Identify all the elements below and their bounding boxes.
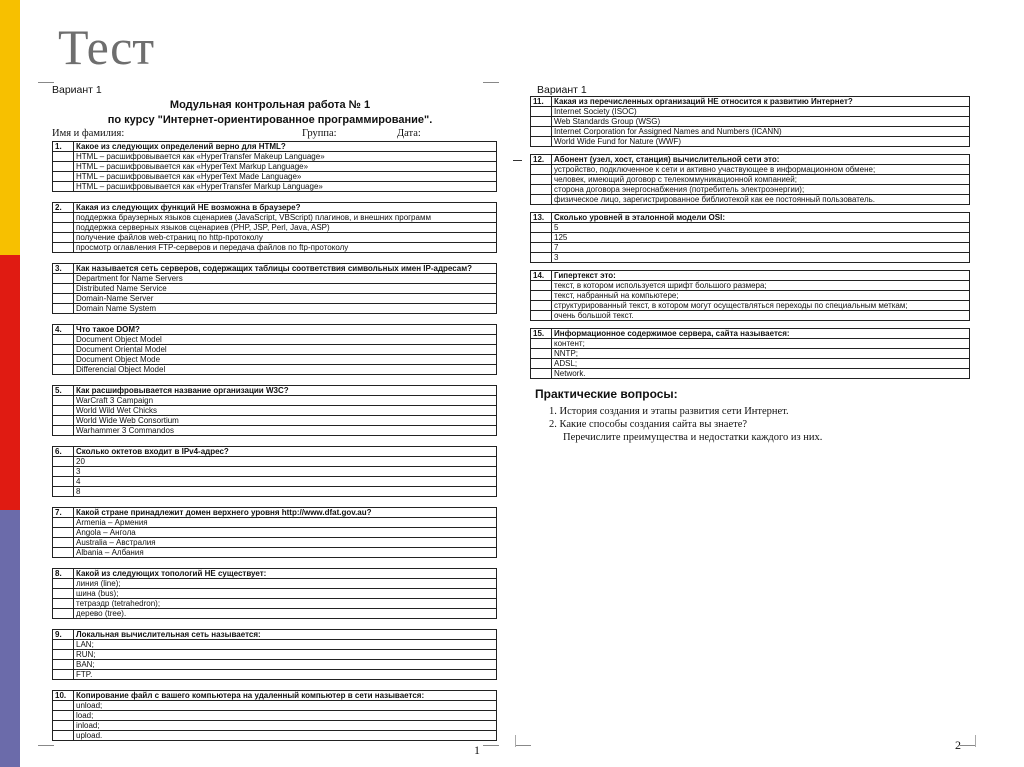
option-checkbox-cell[interactable]	[531, 165, 552, 175]
answer-option: человек, имеющий договор с телекоммуникационной компанией;	[552, 175, 970, 185]
option-checkbox-cell[interactable]	[531, 369, 552, 379]
accent-stripe-blue	[0, 510, 20, 767]
answer-option: LAN;	[74, 640, 497, 650]
option-checkbox-cell[interactable]	[531, 301, 552, 311]
answer-option: Albania – Албания	[74, 548, 497, 558]
question-number: 7.	[53, 508, 74, 518]
answer-option: Domain Name System	[74, 304, 497, 314]
work-title-line1: Модульная контрольная работа № 1	[169, 99, 371, 111]
answer-option: Department for Name Servers	[74, 274, 497, 284]
question-table	[530, 270, 970, 321]
work-title-line2: по курсу "Интернет-ориентированное программирование".	[107, 114, 433, 126]
answer-option: BAN;	[74, 660, 497, 670]
answer-option: шина (bus);	[74, 589, 497, 599]
answer-option: 4	[74, 477, 497, 487]
answer-option: World Wide Web Consortium	[74, 416, 497, 426]
question-text: Гипертекст это:	[552, 271, 970, 281]
date-label: Дата:	[397, 128, 421, 139]
option-checkbox-cell[interactable]	[53, 650, 74, 660]
question-number: 6.	[53, 447, 74, 457]
question-number: 2.	[53, 203, 74, 213]
question-text: Какая из следующих функций НЕ возможна в браузере?	[74, 203, 497, 213]
option-checkbox-cell[interactable]	[531, 185, 552, 195]
option-checkbox-cell[interactable]	[53, 284, 74, 294]
answer-option: Document Object Model	[74, 335, 497, 345]
answer-option: World Wild Wet Chicks	[74, 406, 497, 416]
option-checkbox-cell[interactable]	[53, 660, 74, 670]
scan-mark	[515, 745, 531, 746]
question-table	[52, 202, 497, 253]
answer-option: upload.	[74, 731, 497, 741]
option-checkbox-cell[interactable]	[531, 117, 552, 127]
option-checkbox-cell[interactable]	[531, 175, 552, 185]
option-checkbox-cell[interactable]	[53, 467, 74, 477]
answer-option: линия (line);	[74, 579, 497, 589]
answer-option: поддержка серверных языков сценариев (PHP, JSP, Perl, Java, ASP)	[74, 223, 497, 233]
answer-option: Warhammer 3 Commandos	[74, 426, 497, 436]
question-text: Как называется сеть серверов, содержащих таблицы соответствия символьных имен IP-адресам?	[74, 264, 497, 274]
question-table	[52, 629, 497, 680]
question-number: 14.	[531, 271, 552, 281]
question-number: 12.	[531, 155, 552, 165]
option-checkbox-cell[interactable]	[53, 335, 74, 345]
question-number: 5.	[53, 386, 74, 396]
answer-option: устройство, подключенное к сети и активно участвующее в информационном обмене;	[552, 165, 970, 175]
question-number: 11.	[531, 97, 552, 107]
option-checkbox-cell[interactable]	[53, 721, 74, 731]
test-page-2	[527, 80, 977, 444]
option-checkbox-cell[interactable]	[53, 355, 74, 365]
question-table	[52, 263, 497, 314]
scan-mark	[483, 745, 499, 746]
answer-option: дерево (tree).	[74, 609, 497, 619]
option-checkbox-cell[interactable]	[531, 339, 552, 349]
answer-option: 3	[74, 467, 497, 477]
question-number: 10.	[53, 691, 74, 701]
option-checkbox-cell[interactable]	[53, 579, 74, 589]
practical-item	[549, 405, 977, 418]
option-checkbox-cell[interactable]	[53, 731, 74, 741]
option-checkbox-cell[interactable]	[531, 127, 552, 137]
question-text: Сколько октетов входит в IPv4-адрес?	[74, 447, 497, 457]
option-checkbox-cell[interactable]	[53, 711, 74, 721]
question-table	[530, 154, 970, 205]
question-table	[52, 446, 497, 497]
option-checkbox-cell[interactable]	[531, 223, 552, 233]
answer-option: Internet Corporation for Assigned Names and Numbers (ICANN)	[552, 127, 970, 137]
option-checkbox-cell[interactable]	[53, 213, 74, 223]
page-number-1: 1	[474, 743, 480, 757]
question-number: 13.	[531, 213, 552, 223]
option-checkbox-cell[interactable]	[53, 162, 74, 172]
answer-option: Document Oriental Model	[74, 345, 497, 355]
answer-option: Internet Society (ISOC)	[552, 107, 970, 117]
answer-option: HTML – расшифровывается как «HyperTransfer Markup Language»	[74, 182, 497, 192]
question-number: 9.	[53, 630, 74, 640]
question-text: Какая из перечисленных организаций НЕ относится к развитию Интернет?	[552, 97, 970, 107]
question-table	[530, 96, 970, 147]
option-checkbox-cell[interactable]	[53, 294, 74, 304]
question-text: Копирование файл с вашего компьютера на удаленный компьютер в сети называется:	[74, 691, 497, 701]
question-number: 3.	[53, 264, 74, 274]
answer-option: Domain-Name Server	[74, 294, 497, 304]
option-checkbox-cell[interactable]	[531, 359, 552, 369]
answer-option: 125	[552, 233, 970, 243]
question-table	[530, 212, 970, 263]
option-checkbox-cell[interactable]	[53, 538, 74, 548]
answer-option: HTML – расшифровывается как «HyperText Made Language»	[74, 172, 497, 182]
scan-mark	[515, 735, 516, 747]
answer-option: unload;	[74, 701, 497, 711]
answer-option: World Wide Fund for Nature (WWF)	[552, 137, 970, 147]
option-checkbox-cell[interactable]	[53, 518, 74, 528]
option-checkbox-cell[interactable]	[531, 107, 552, 117]
answer-option: 8	[74, 487, 497, 497]
option-checkbox-cell[interactable]	[531, 233, 552, 243]
practical-item-text: История создания и этапы развития сети Интернет.	[559, 406, 789, 417]
answer-option: WarCraft 3 Campaign	[74, 396, 497, 406]
option-checkbox-cell[interactable]	[53, 365, 74, 375]
question-table	[52, 141, 497, 192]
question-table	[52, 690, 497, 741]
answer-option: FTP.	[74, 670, 497, 680]
option-checkbox-cell[interactable]	[53, 670, 74, 680]
option-checkbox-cell[interactable]	[531, 137, 552, 147]
practical-list	[549, 405, 977, 444]
option-checkbox-cell[interactable]	[53, 589, 74, 599]
option-checkbox-cell[interactable]	[531, 311, 552, 321]
question-text: Что такое DOM?	[74, 325, 497, 335]
question-text: Какое из следующих определений верно для HTML?	[74, 142, 497, 152]
answer-option: load;	[74, 711, 497, 721]
option-checkbox-cell[interactable]	[53, 477, 74, 487]
question-text: Информационное содержимое сервера, сайта называется:	[552, 329, 970, 339]
answer-option: 5	[552, 223, 970, 233]
scan-mark	[513, 160, 522, 161]
option-checkbox-cell[interactable]	[53, 223, 74, 233]
answer-option: HTML – расшифровывается как «HyperText Markup Language»	[74, 162, 497, 172]
option-checkbox-cell[interactable]	[53, 640, 74, 650]
answer-option: 7	[552, 243, 970, 253]
option-checkbox-cell[interactable]	[53, 457, 74, 467]
option-checkbox-cell[interactable]	[53, 182, 74, 192]
scan-mark	[960, 745, 976, 746]
question-text: Какой стране принадлежит домен верхнего уровня http://www.dfat.gov.au?	[74, 508, 497, 518]
option-checkbox-cell[interactable]	[53, 233, 74, 243]
option-checkbox-cell[interactable]	[53, 345, 74, 355]
option-checkbox-cell[interactable]	[53, 426, 74, 436]
option-checkbox-cell[interactable]	[53, 396, 74, 406]
question-table	[52, 385, 497, 436]
option-checkbox-cell[interactable]	[531, 291, 552, 301]
answer-option: 20	[74, 457, 497, 467]
answer-option: физическое лицо, зарегистрированное библиотекой как ее постоянный пользователь.	[552, 195, 970, 205]
answer-option: поддержка браузерных языков сценариев (JavaScript, VBScript) плагинов, и внешних программ	[74, 213, 497, 223]
answer-option: Angola – Ангола	[74, 528, 497, 538]
question-table	[530, 328, 970, 379]
variant-label: Вариант 1	[52, 84, 102, 96]
question-number: 4.	[53, 325, 74, 335]
answer-option: контент;	[552, 339, 970, 349]
question-number: 8.	[53, 569, 74, 579]
option-checkbox-cell[interactable]	[53, 487, 74, 497]
answer-option: NNTP;	[552, 349, 970, 359]
answer-option: HTML – расшифровывается как «HyperTransfer Makeup Language»	[74, 152, 497, 162]
question-list	[40, 141, 500, 741]
question-list	[527, 96, 977, 379]
question-table	[52, 507, 497, 558]
practical-heading: Практические вопросы:	[535, 387, 678, 401]
answer-option: текст, набранный на компьютере;	[552, 291, 970, 301]
answer-option: Armenia – Армения	[74, 518, 497, 528]
option-checkbox-cell[interactable]	[531, 253, 552, 263]
answer-option: ADSL;	[552, 359, 970, 369]
practical-questions	[535, 387, 977, 444]
name-label: Имя и фамилия:	[52, 128, 125, 139]
accent-stripe-red	[0, 255, 20, 510]
answer-option: Distributed Name Service	[74, 284, 497, 294]
practical-item	[549, 418, 977, 431]
answer-option: Document Object Mode	[74, 355, 497, 365]
option-checkbox-cell[interactable]	[531, 281, 552, 291]
answer-option: сторона договора энергоснабжения (потребитель электроэнергии);	[552, 185, 970, 195]
answer-option: структурированный текст, в котором могут осуществляться переходы по специальным меткам;	[552, 301, 970, 311]
option-checkbox-cell[interactable]	[53, 701, 74, 711]
group-label: Группа:	[302, 128, 337, 139]
answer-option: очень большой текст.	[552, 311, 970, 321]
variant-label: Вариант 1	[537, 84, 587, 96]
option-checkbox-cell[interactable]	[531, 243, 552, 253]
question-text: Абонент (узел, хост, станция) вычислительной сети это:	[552, 155, 970, 165]
question-text: Локальная вычислительная сеть называется:	[74, 630, 497, 640]
accent-stripe-yellow	[0, 0, 20, 255]
question-text: Какой из следующих топологий НЕ существует:	[74, 569, 497, 579]
question-text: Сколько уровней в эталонной модели OSI:	[552, 213, 970, 223]
practical-item-num: 1.	[549, 406, 557, 417]
answer-option: Network.	[552, 369, 970, 379]
answer-option: получение файлов web-страниц по http-протоколу	[74, 233, 497, 243]
practical-item-num: 2.	[549, 419, 557, 430]
question-number: 15.	[531, 329, 552, 339]
option-checkbox-cell[interactable]	[531, 349, 552, 359]
answer-option: просмотр оглавления FTP-серверов и передача файлов по ftp-протоколу	[74, 243, 497, 253]
answer-option: тетраэдр (tetrahedron);	[74, 599, 497, 609]
answer-option: Differencial Object Model	[74, 365, 497, 375]
option-checkbox-cell[interactable]	[53, 548, 74, 558]
option-checkbox-cell[interactable]	[531, 195, 552, 205]
student-info-row	[52, 128, 500, 140]
answer-option: Web Standards Group (WSG)	[552, 117, 970, 127]
page-number-2: 2	[955, 738, 961, 752]
practical-item-text: Какие способы создания сайта вы знаете?	[559, 419, 748, 430]
question-table	[52, 324, 497, 375]
option-checkbox-cell[interactable]	[53, 609, 74, 619]
option-checkbox-cell[interactable]	[53, 406, 74, 416]
option-checkbox-cell[interactable]	[53, 274, 74, 284]
option-checkbox-cell[interactable]	[53, 528, 74, 538]
test-page-1	[40, 80, 500, 741]
answer-option: inload;	[74, 721, 497, 731]
option-checkbox-cell[interactable]	[53, 172, 74, 182]
option-checkbox-cell[interactable]	[53, 416, 74, 426]
slide-title: Тест	[58, 19, 155, 75]
practical-continuation: Перечислите преимущества и недостатки каждого из них.	[563, 432, 823, 443]
answer-option: Australia – Австралия	[74, 538, 497, 548]
question-text: Как расшифровывается название организации W3C?	[74, 386, 497, 396]
answer-option: 3	[552, 253, 970, 263]
question-table	[52, 568, 497, 619]
option-checkbox-cell[interactable]	[53, 599, 74, 609]
question-number: 1.	[53, 142, 74, 152]
scan-mark	[975, 735, 976, 747]
answer-option: текст, в котором используется шрифт большого размера;	[552, 281, 970, 291]
option-checkbox-cell[interactable]	[53, 243, 74, 253]
option-checkbox-cell[interactable]	[53, 304, 74, 314]
option-checkbox-cell[interactable]	[53, 152, 74, 162]
answer-option: RUN;	[74, 650, 497, 660]
scan-mark	[38, 745, 54, 746]
